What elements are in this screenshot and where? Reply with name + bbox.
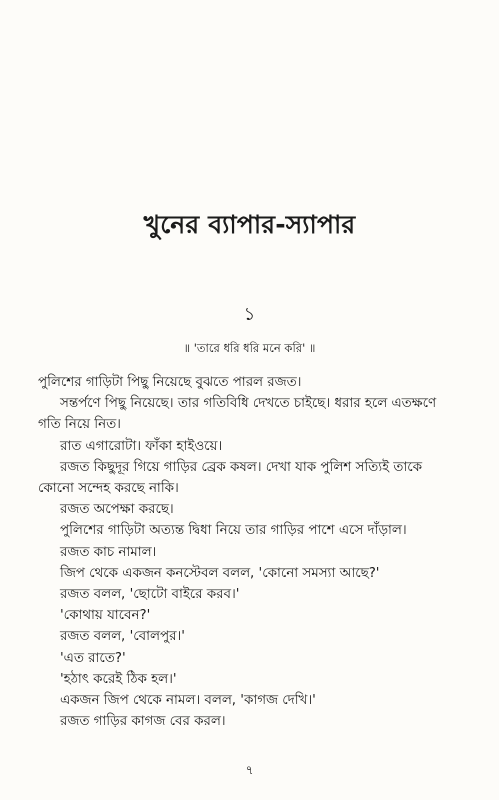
text-line: রাত এগারোটা। ফাঁকা হাইওয়ে। xyxy=(60,438,223,454)
chapter-title: খুনের ব্যাপার-স্যাপার xyxy=(143,210,356,239)
text-line: একজন জিপ থেকে নামল। বলল, 'কাগজ দেখি।' xyxy=(60,693,316,709)
text-line: কোনো সন্দেহ করছে নাকি। xyxy=(38,481,179,497)
text-line: রজত গাড়ির কাগজ বের করল। xyxy=(60,714,226,730)
text-line: পুলিশের গাড়িটা অত্যন্ত দ্বিধা নিয়ে তার গাড়ির পাশে এসে দাঁড়াল। xyxy=(60,523,407,539)
text-line: রজত কিছুদূর গিয়ে গাড়ির ব্রেক কষল। দেখা যাক পুলিশ সত্যিই তাকে xyxy=(60,459,422,475)
text-line: রজত অপেক্ষা করছে। xyxy=(60,502,174,518)
text-line: সন্তর্পণে পিছু নিয়েছে। তার গতিবিধি দেখতে চাইছে। ধরার হলে এতক্ষণে xyxy=(60,396,437,412)
text-line: জিপ থেকে একজন কনস্টেবল বলল, 'কোনো সমস্যা আছে?' xyxy=(60,565,380,581)
text-line: রজত কাচ নামাল। xyxy=(60,544,157,560)
text-line: 'হঠাৎ করেই ঠিক হল।' xyxy=(60,671,177,687)
page-number: ৭ xyxy=(245,763,254,777)
text-line: পুলিশের গাড়িটা পিছু নিয়েছে বুঝতে পারল রজত। xyxy=(38,375,302,390)
text-line: রজত বলল, 'বোলপুর।' xyxy=(60,629,185,645)
chapter-number: ১ xyxy=(243,304,256,325)
text-line: গতি নিয়ে নিত। xyxy=(38,417,121,433)
chapter-epigraph: ॥ 'তারে ধরি ধরি মনে করি' ॥ xyxy=(183,341,316,355)
body-text xyxy=(38,372,470,732)
text-line: 'কোথায় যাবেন?' xyxy=(60,608,151,624)
text-line: 'এত রাতে?' xyxy=(60,650,126,666)
text-line: রজত বলল, 'ছোটো বাইরে করব।' xyxy=(60,587,240,603)
